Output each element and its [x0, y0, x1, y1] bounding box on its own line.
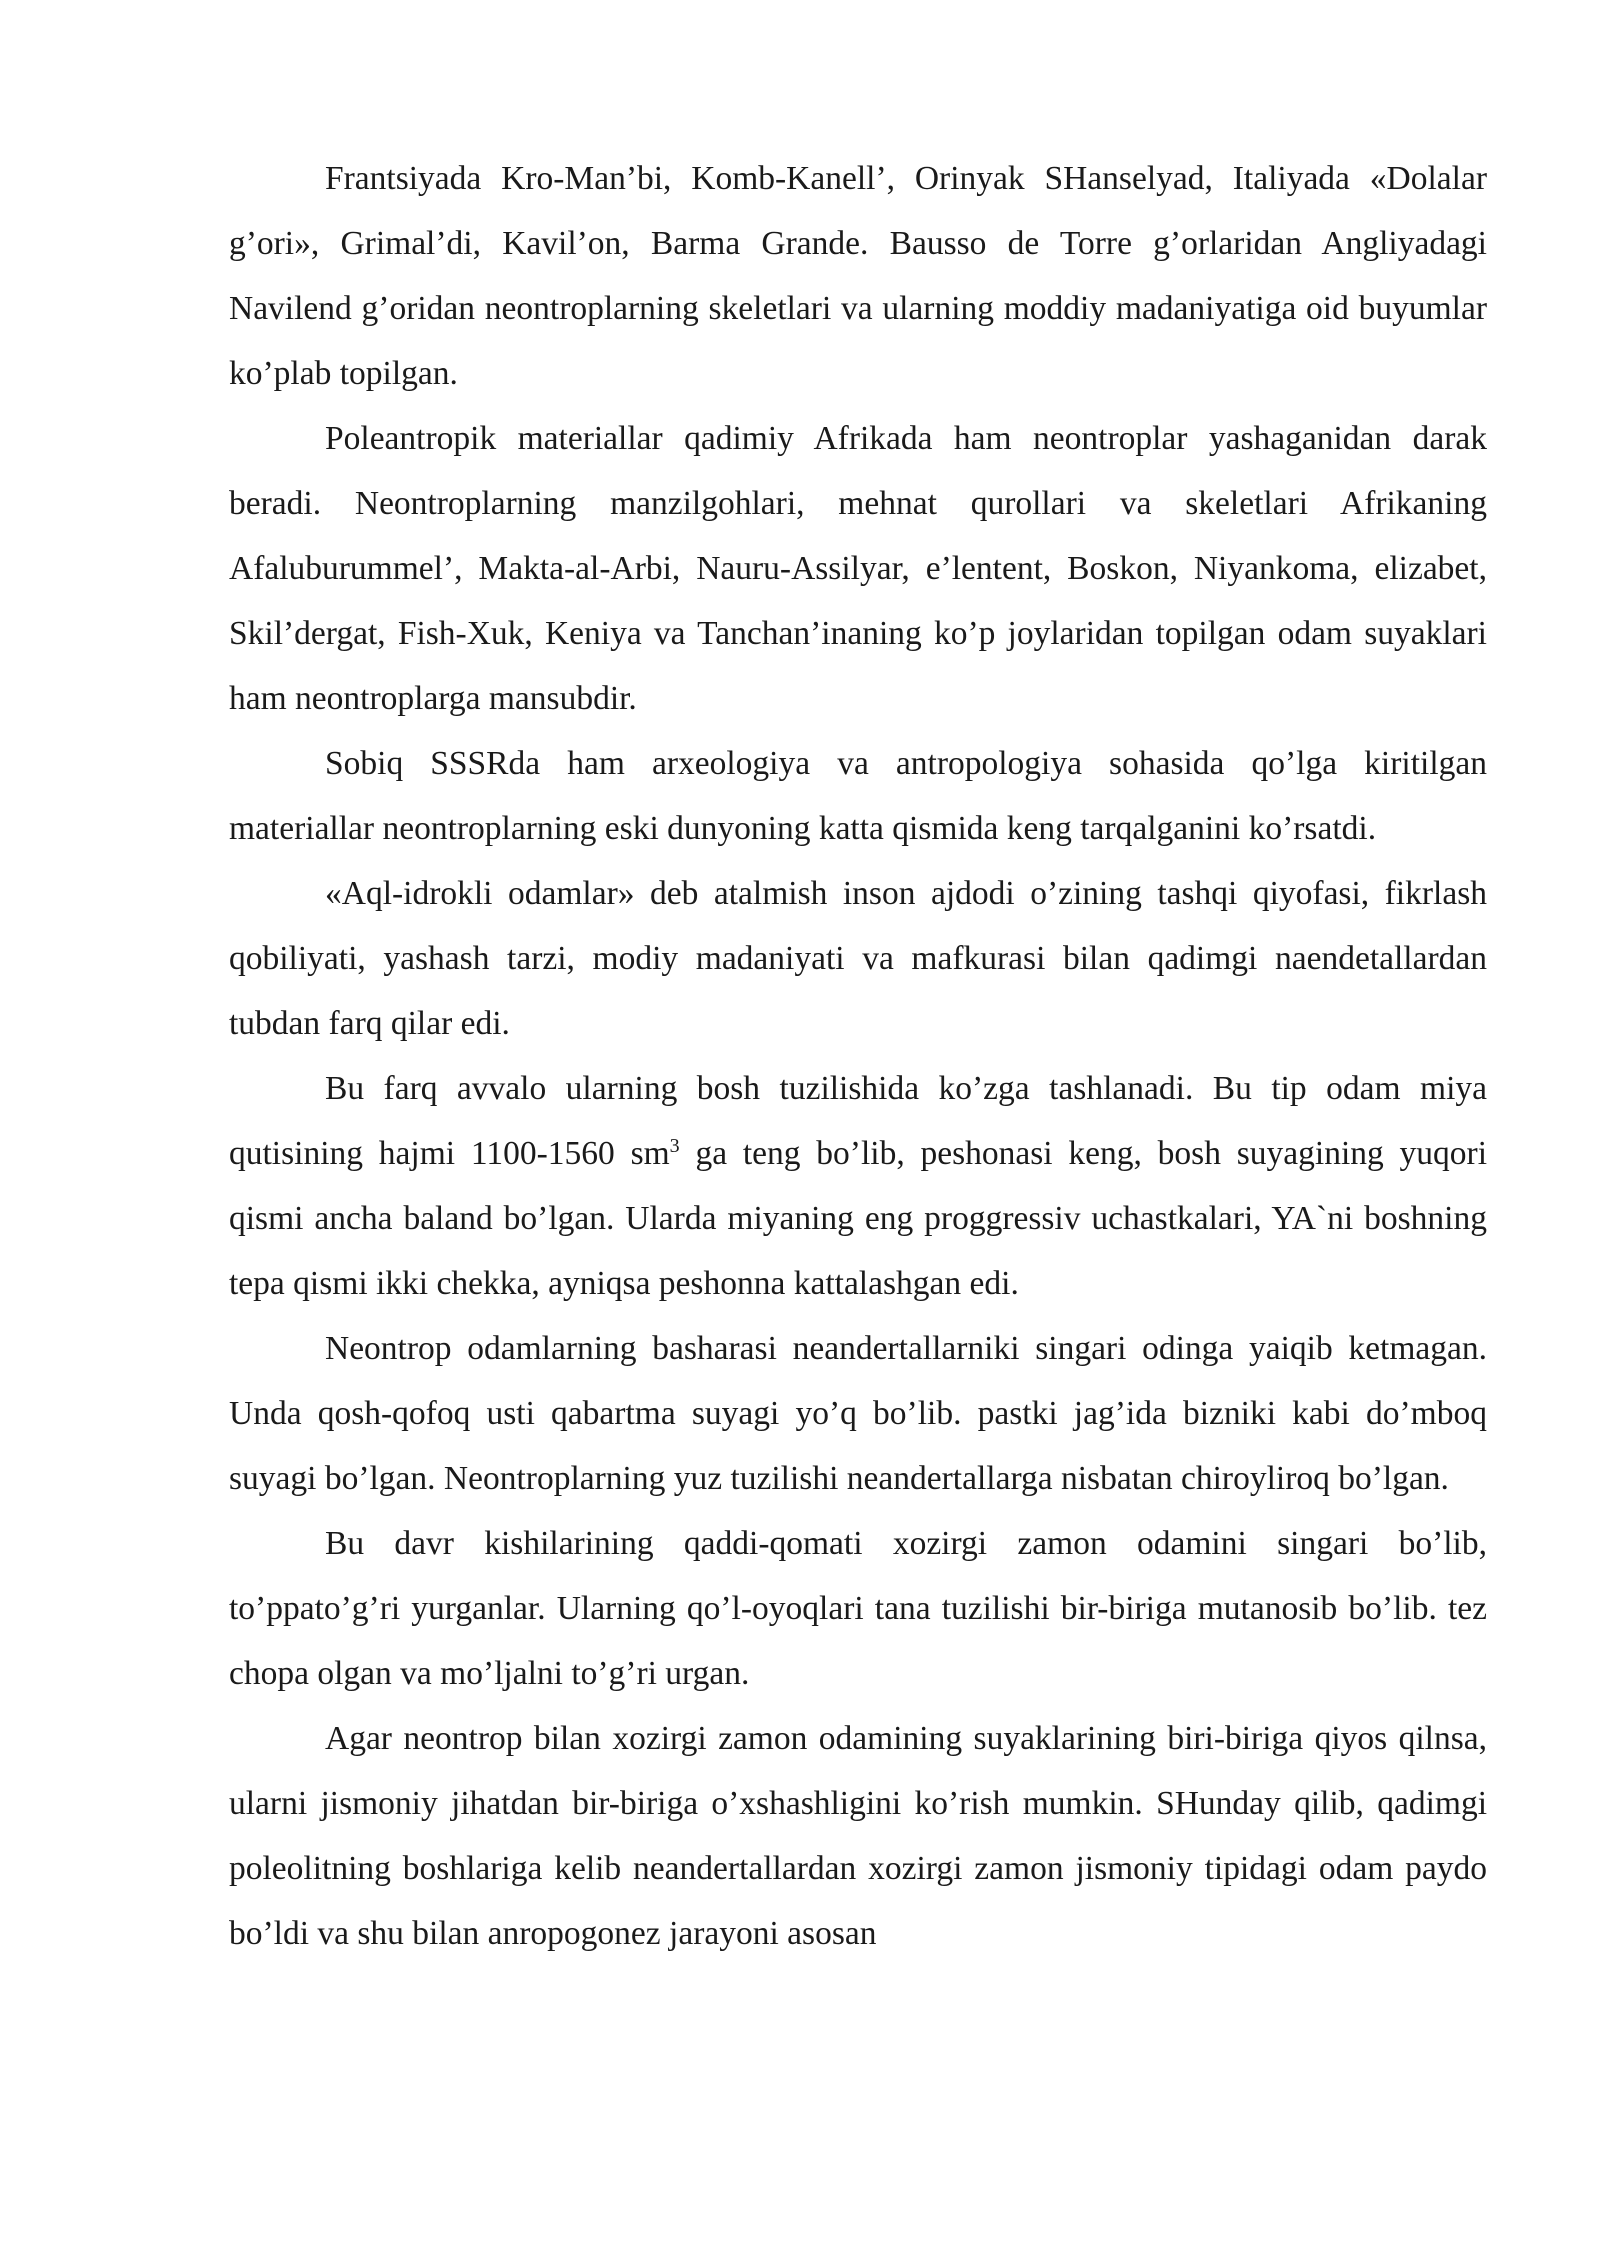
paragraph-5: [229, 1056, 1487, 1316]
paragraph-1: Frantsiyada Kro-Man’bi, Komb-Kanell’, Orinyak SHanselyad, Italiyada «Dolalar g’ori», Grimal’di, Kavil’on, Barma Grande. Bausso de Torre g’orlaridan Angliyadagi Navilend g’oridan neontroplarning skeletlari va ularning moddiy madaniyatiga oid buyumlar ko’plab topilgan.: [229, 160, 1487, 392]
paragraph-3: Sobiq SSSRda ham arxeologiya va antropologiya sohasida qo’lga kiritilgan materiallar neontroplarning eski dunyoning katta qismida keng tarqalganini ko’rsatdi.: [229, 745, 1487, 847]
paragraph-7: Bu davr kishilarining qaddi-qomati xozirgi zamon odamini singari bo’lib, to’ppato’g’ri yurganlar. Ularning qo’l-oyoqlari tana tuzilishi bir-biriga mutanosib bo’lib. tez chopa olgan va mo’ljalni to’g’ri urgan.: [229, 1525, 1487, 1692]
paragraph-5-text-after: ga teng bo’lib, peshonasi keng, bosh suyagining yuqori qismi ancha baland bo’lgan. Ularda miyaning eng proggressiv uchastkalari, YA`ni boshning tepa qismi ikki chekka, ayniqsa peshonna kattalashgan edi.: [229, 1135, 1487, 1302]
paragraph-6: Neontrop odamlarning basharasi neandertallarniki singari odinga yaiqib ketmagan. Unda qosh-qofoq usti qabartma suyagi yo’q bo’lib. pastki jag’ida bizniki kabi do’mboq suyagi bo’lgan. Neontroplarning yuz tuzilishi neandertallarga nisbatan chiroyliroq bo’lgan.: [229, 1330, 1487, 1497]
paragraph-2: Poleantropik materiallar qadimiy Afrikada ham neontroplar yashaganidan darak beradi. Neontroplarning manzilgohlari, mehnat qurollari va skeletlari Afrikaning Afaluburummel’, Makta-al-Arbi, Nauru-Assilyar, e’lentent, Boskon, Niyankoma, elizabet, Skil’dergat, Fish-Xuk, Keniya va Tanchan’inaning ko’p joylaridan topilgan odam suyaklari ham neontroplarga mansubdir.: [229, 420, 1487, 717]
paragraph-4: «Aql-idrokli odamlar» deb atalmish inson ajdodi o’zining tashqi qiyofasi, fikrlash qobiliyati, yashash tarzi, modiy madaniyati va mafkurasi bilan qadimgi naendetallardan tubdan farq qilar edi.: [229, 875, 1487, 1042]
paragraph-5-text-before: Bu farq avvalo ularning bosh tuzilishida ko’zga tashlanadi. Bu tip odam miya qutisining hajmi 1100-1560 sm: [229, 1070, 1487, 1172]
text-body: [229, 146, 1487, 1966]
cubic-superscript: 3: [669, 1134, 680, 1157]
paragraph-8: Agar neontrop bilan xozirgi zamon odamining suyaklarining biri-biriga qiyos qilnsa, ularni jismoniy jihatdan bir-biriga o’xshashligini ko’rish mumkin. SHunday qilib, qadimgi poleolitning boshlariga kelib neandertallardan xozirgi zamon jismoniy tipidagi odam paydo bo’ldi va shu bilan anropogonez jarayoni asosan: [229, 1720, 1487, 1952]
